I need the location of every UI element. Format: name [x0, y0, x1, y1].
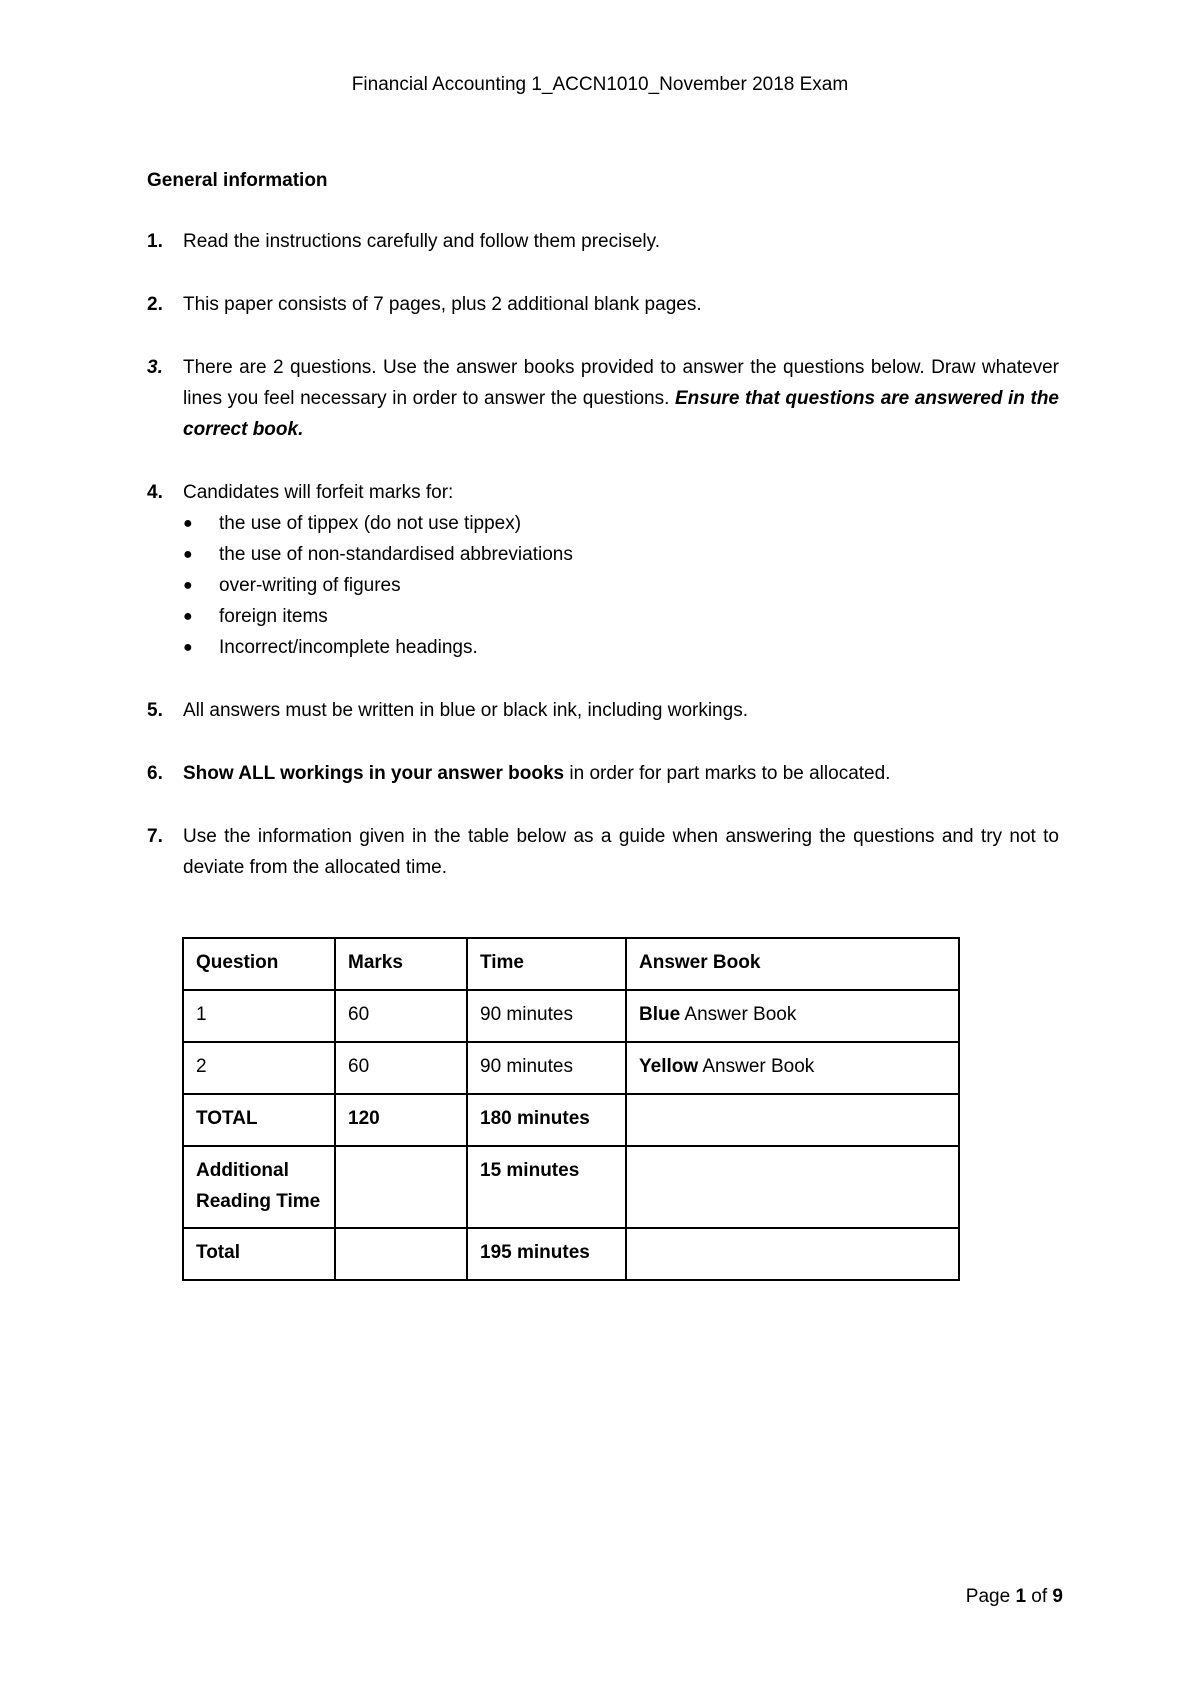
cell-marks: 60 — [335, 990, 467, 1042]
item-number: 5. — [147, 700, 163, 721]
item-number: 6. — [147, 763, 163, 784]
cell-time: 180 minutes — [467, 1094, 626, 1146]
list-item — [183, 632, 1059, 663]
cell-marks — [335, 1146, 467, 1228]
item-emphasis: Ensure that questions are answered in the correct book. — [183, 388, 1059, 440]
table-row — [183, 990, 959, 1042]
book-label: Answer Book — [680, 1004, 797, 1025]
list-item — [183, 539, 1059, 570]
list-item-text: the use of non-standardised abbreviations — [219, 544, 573, 565]
cell-question: Total — [183, 1228, 335, 1280]
item-text-main: There are 2 questions. Use the answer books provided to answer the questions below. Draw whatever lines you feel necessary in order to answer the questions. — [183, 357, 1059, 409]
list-item — [183, 508, 1059, 539]
cell-time: 195 minutes — [467, 1228, 626, 1280]
cell-time: 90 minutes — [467, 1042, 626, 1094]
cell-marks — [335, 1228, 467, 1280]
cell-time: 15 minutes — [467, 1146, 626, 1228]
page-footer — [0, 1586, 1063, 1608]
bullet-icon: ● — [183, 515, 193, 532]
page-header: Financial Accounting 1_ACCN1010_November 2018 Exam — [351, 74, 849, 95]
page-total: 9 — [1052, 1586, 1063, 1607]
list-item-text: the use of tippex (do not use tippex) — [219, 513, 522, 534]
item-text — [183, 352, 1059, 445]
list-item-text: foreign items — [219, 606, 328, 627]
instruction-7 — [147, 821, 1059, 883]
cell-answer-book — [626, 1146, 959, 1228]
list-item-text: Incorrect/incomplete headings. — [219, 637, 478, 658]
of-label: of — [1026, 1586, 1053, 1607]
item-text-main: Candidates will forfeit marks for: — [183, 482, 454, 503]
item-text — [183, 758, 1059, 789]
header-answer-book: Answer Book — [626, 938, 959, 990]
header-time: Time — [467, 938, 626, 990]
table-header-row — [183, 938, 959, 990]
table-row — [183, 1146, 959, 1228]
header-question: Question — [183, 938, 335, 990]
cell-answer-book — [626, 1042, 959, 1094]
item-text: Use the information given in the table below as a guide when answering the questions and try not to deviate from the allocated time. — [183, 826, 1059, 878]
cell-question: 2 — [183, 1042, 335, 1094]
bullet-icon: ● — [183, 546, 193, 563]
instruction-1 — [147, 226, 1059, 257]
table-row — [183, 1228, 959, 1280]
cell-question: Additional Reading Time — [183, 1146, 335, 1228]
item-text: All answers must be written in blue or black ink, including workings. — [183, 700, 748, 721]
item-number: 7. — [147, 826, 163, 847]
schedule-table — [182, 937, 960, 1281]
table-row — [183, 1042, 959, 1094]
book-color: Yellow — [639, 1056, 699, 1077]
item-text: This paper consists of 7 pages, plus 2 additional blank pages. — [183, 294, 702, 315]
book-color: Blue — [639, 1004, 681, 1025]
item-text — [183, 477, 1059, 663]
bullet-icon: ● — [183, 608, 193, 625]
cell-marks: 60 — [335, 1042, 467, 1094]
instruction-5 — [147, 695, 1059, 726]
list-item — [183, 601, 1059, 632]
instruction-6 — [147, 758, 1059, 789]
item-text: Read the instructions carefully and follow them precisely. — [183, 231, 660, 252]
cell-time: 90 minutes — [467, 990, 626, 1042]
general-information — [147, 166, 1059, 915]
page-number: 1 — [1015, 1586, 1027, 1607]
list-item — [183, 570, 1059, 601]
bullet-icon: ● — [183, 639, 193, 656]
item-number: 4. — [147, 482, 163, 503]
instruction-2 — [147, 289, 1059, 320]
cell-answer-book — [626, 1228, 959, 1280]
item-text-main: in order for part marks to be allocated. — [564, 763, 891, 784]
forfeit-list — [183, 508, 1059, 663]
header-marks: Marks — [335, 938, 467, 990]
book-label: Answer Book — [698, 1056, 815, 1077]
cell-answer-book — [626, 1094, 959, 1146]
item-number: 3. — [147, 357, 163, 378]
cell-marks: 120 — [335, 1094, 467, 1146]
item-bold: Show ALL workings in your answer books — [183, 763, 565, 784]
section-title: General information — [147, 170, 328, 191]
instruction-4 — [147, 477, 1059, 663]
item-number: 2. — [147, 294, 163, 315]
page-label: Page — [965, 1586, 1016, 1607]
cell-answer-book — [626, 990, 959, 1042]
instruction-3 — [147, 352, 1059, 445]
list-item-text: over-writing of figures — [219, 575, 401, 596]
cell-question: 1 — [183, 990, 335, 1042]
bullet-icon: ● — [183, 577, 193, 594]
item-number: 1. — [147, 231, 163, 252]
cell-question: TOTAL — [183, 1094, 335, 1146]
table-row — [183, 1094, 959, 1146]
